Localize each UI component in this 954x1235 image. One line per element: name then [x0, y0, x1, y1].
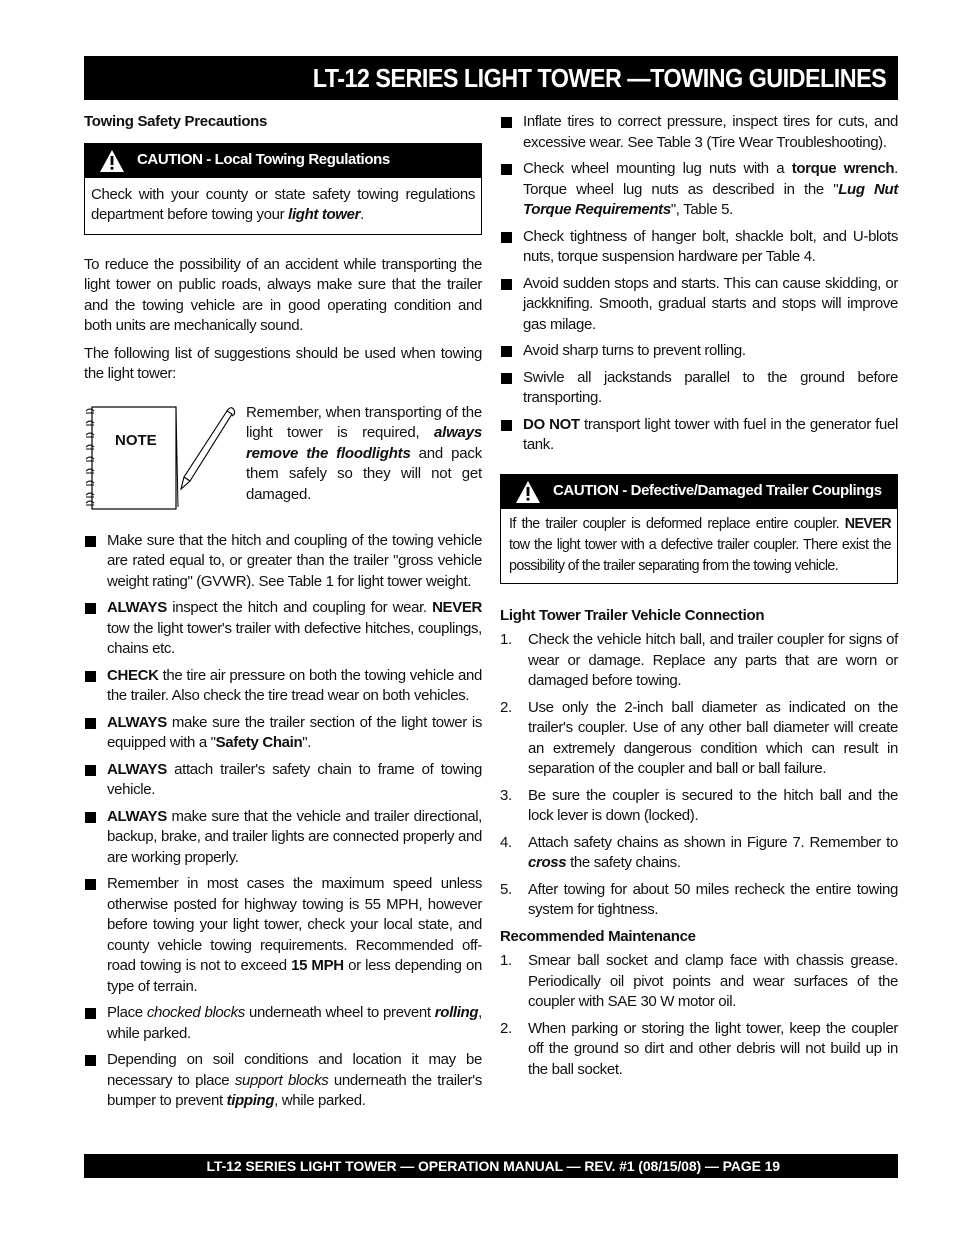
- list-item: [500, 227, 898, 268]
- caution-emphasis: light tower: [288, 206, 361, 223]
- step-number: 2.: [500, 1019, 512, 1037]
- caution-body: [501, 509, 897, 583]
- towing-safety-heading: Towing Safety Precautions: [84, 113, 268, 130]
- list-item: [500, 630, 898, 692]
- maintenance-steps-list: [500, 951, 898, 1080]
- step-text-end: the safety chains.: [566, 854, 681, 871]
- list-item: [84, 531, 482, 593]
- item-text-2: . Torque wheel lug nuts as described in the ": [523, 160, 898, 198]
- item-text: Swivle all jackstands parallel to the ground before transporting.: [523, 368, 898, 406]
- item-italic: support blocks: [234, 1071, 329, 1089]
- caution-text: Check with your county or state safety towing regulations department before towing your: [91, 185, 475, 223]
- warning-triangle-icon: [99, 149, 125, 173]
- list-item: [500, 112, 898, 153]
- step-text: Attach safety chains as shown in Figure 7. Remember to: [528, 833, 898, 851]
- list-item: [500, 951, 898, 1013]
- item-text: make sure the trailer section of the light tower is equipped with a ": [107, 713, 482, 751]
- item-text-2: underneath the trailer's bumper to prevent: [107, 1071, 482, 1109]
- list-item: [500, 786, 898, 827]
- item-text: Avoid sharp turns to prevent rolling.: [523, 342, 746, 359]
- item-text: make sure that the vehicle and trailer directional, backup, brake, and trailer lights are connected properly and are working properly.: [107, 807, 482, 866]
- note-text-end: and pack them safely so they will not get damaged.: [246, 444, 483, 503]
- step-text: Use only the 2-inch ball diameter as indicated on the trailer's coupler. Use of any other ball diameter will create an extremely dangerous condition which can result in separation of the coupler and ball or ball failure.: [528, 698, 898, 777]
- item-bold: CHECK: [107, 666, 159, 684]
- note-graphic: [84, 403, 246, 513]
- item-text-end: ", Table 5.: [670, 201, 733, 218]
- item-bold: 15 MPH: [291, 957, 344, 974]
- item-bold-italic: rolling: [434, 1004, 479, 1021]
- step-number: 4.: [500, 833, 512, 851]
- notebook-pencil-icon: [84, 403, 246, 513]
- caution-local-regulations: [84, 143, 482, 235]
- lug-nut-reference: Lug Nut Torque Requirements: [523, 180, 898, 218]
- step-number: 1.: [500, 952, 512, 969]
- item-text: the tire air pressure on both the towing vehicle and the trailer. Also check the tire tread wear on both vehicles.: [107, 666, 482, 704]
- list-item: [500, 415, 898, 456]
- item-text-end: tow the light tower's trailer with defective hitches, couplings, chains etc.: [107, 619, 482, 657]
- item-text: Make sure that the hitch and coupling of the towing vehicle are rated equal to, or greater than the trailer "gross vehicle weight rating" (GVWR). See Table 1 for light tower weight.: [107, 531, 482, 590]
- item-text: inspect the hitch and coupling for wear.: [166, 599, 433, 616]
- step-emphasis: cross: [528, 854, 567, 871]
- list-item: [84, 598, 482, 660]
- caution-header: [85, 144, 481, 178]
- step-text: Check the vehicle hitch ball, and trailer coupler for signs of wear or damage. Replace any parts that are worn or damaged before towing.: [528, 631, 898, 689]
- list-item: [500, 368, 898, 409]
- item-text: Depending on soil conditions and location it may be necessary to place: [107, 1051, 482, 1089]
- step-number: 2.: [500, 698, 512, 716]
- list-item: [84, 760, 482, 801]
- step-text: Be sure the coupler is secured to the hitch ball and the lock lever is down (locked).: [528, 786, 898, 824]
- list-item: [500, 274, 898, 336]
- item-bold-2: NEVER: [432, 599, 482, 616]
- list-item: [84, 1050, 482, 1112]
- item-text: Avoid sudden stops and starts. This can cause skidding, or jackknifing. Smooth, gradual starts and stops will improve gas milage.: [523, 274, 898, 333]
- step-number: 5.: [500, 880, 512, 898]
- caution-title: CAUTION - Defective/Damaged Trailer Couplings: [553, 482, 882, 500]
- step-number: 1.: [500, 631, 512, 648]
- step-text: When parking or storing the light tower, keep the coupler off the ground so dirt and other debris will not build up in the ball socket.: [528, 1019, 898, 1078]
- connection-heading: Light Tower Trailer Vehicle Connection: [500, 606, 765, 624]
- towing-checks-list: [500, 112, 898, 456]
- list-item: [500, 341, 898, 362]
- item-bold: torque wrench: [791, 160, 895, 177]
- caution-defective-couplings: [500, 474, 898, 584]
- item-text: Place: [107, 1004, 147, 1021]
- item-bold: ALWAYS: [107, 807, 167, 825]
- page-title: LT-12 SERIES LIGHT TOWER —TOWING GUIDELINES: [312, 62, 886, 93]
- caution-text: If the trailer coupler is deformed replace entire coupler.: [509, 515, 845, 532]
- suggestions-paragraph: The following list of suggestions should be used when towing the light tower:: [84, 344, 482, 382]
- item-text-end: or less depending on type of terrain.: [107, 957, 482, 995]
- left-column: [84, 112, 482, 1118]
- item-bold-italic: tipping: [226, 1092, 275, 1109]
- list-item: [500, 698, 898, 780]
- item-bold: ALWAYS: [107, 599, 167, 616]
- caution-body: [85, 178, 481, 234]
- list-item: [500, 1019, 898, 1081]
- item-text: Remember in most cases the maximum speed unless otherwise posted for highway towing is 55 MPH, however before towing your light tower, check your local state, and county vehicle towing requirements. Recommended off-road towing is not to exceed: [107, 875, 482, 974]
- caution-header: [501, 475, 897, 509]
- note-block: [84, 403, 482, 513]
- list-item: [84, 713, 482, 754]
- warning-triangle-icon: [515, 480, 541, 504]
- note-label: NOTE: [115, 431, 157, 449]
- note-text: [246, 403, 482, 513]
- item-text: attach trailer's safety chain to frame of towing vehicle.: [107, 760, 482, 798]
- item-bold-2: Safety Chain: [215, 734, 303, 751]
- step-number: 3.: [500, 786, 512, 804]
- page-title-bar: [84, 56, 898, 100]
- step-text: Smear ball socket and clamp face with chassis grease. Periodically oil pivot points and wear surfaces of the coupler with SAE 30 W motor oil.: [528, 952, 898, 1010]
- right-column: [500, 112, 898, 1086]
- note-text-start: Remember, when transporting of the light tower is required,: [246, 403, 482, 441]
- item-bold: DO NOT: [523, 415, 580, 433]
- list-item: [500, 833, 898, 874]
- item-text: Check wheel mounting lug nuts with a: [523, 160, 792, 177]
- item-italic: chocked blocks: [146, 1004, 245, 1021]
- list-item: [84, 807, 482, 869]
- caution-text-end: .: [360, 206, 364, 223]
- step-text: After towing for about 50 miles recheck the entire towing system for tightness.: [528, 880, 898, 918]
- maintenance-heading: Recommended Maintenance: [500, 927, 696, 945]
- caution-title: CAUTION - Local Towing Regulations: [137, 151, 390, 169]
- connection-steps-list: [500, 630, 898, 921]
- footer-text: LT-12 SERIES LIGHT TOWER — OPERATION MANUAL — REV. #1 (08/15/08) — PAGE 19: [206, 1158, 780, 1174]
- caution-bold: NEVER: [844, 515, 891, 532]
- list-item: [84, 874, 482, 997]
- item-text: Check tightness of hanger bolt, shackle bolt, and U-blots nuts, torque suspension hardware per Table 4.: [523, 227, 898, 265]
- item-text: transport light tower with fuel in the generator fuel tank.: [523, 415, 899, 453]
- item-text: Inflate tires to correct pressure, inspect tires for cuts, and excessive wear. See Table 3 (Tire Wear Troubleshooting).: [523, 113, 898, 151]
- note-emphasis: always remove the floodlights: [246, 424, 482, 462]
- list-item: [84, 1003, 482, 1044]
- caution-text-end: tow the light tower with a defective trailer coupler. There exist the possibility of the trailer separating from the towing vehicle.: [509, 536, 891, 574]
- item-bold: ALWAYS: [107, 713, 167, 731]
- page-footer: [84, 1154, 898, 1178]
- intro-paragraph: To reduce the possibility of an accident while transporting the light tower on public roads, always make sure that the trailer and the towing vehicle are in good operating condition and both units are mechanically sound.: [84, 255, 482, 334]
- towing-precautions-list: [84, 531, 482, 1112]
- item-text-2: underneath wheel to prevent: [244, 1004, 435, 1021]
- item-text-end: ".: [302, 734, 312, 751]
- list-item: [84, 666, 482, 707]
- list-item: [500, 880, 898, 921]
- item-text-end: , while parked.: [274, 1092, 366, 1109]
- list-item: [500, 159, 898, 221]
- item-text-end: , while parked.: [107, 1004, 482, 1042]
- item-bold: ALWAYS: [107, 760, 167, 778]
